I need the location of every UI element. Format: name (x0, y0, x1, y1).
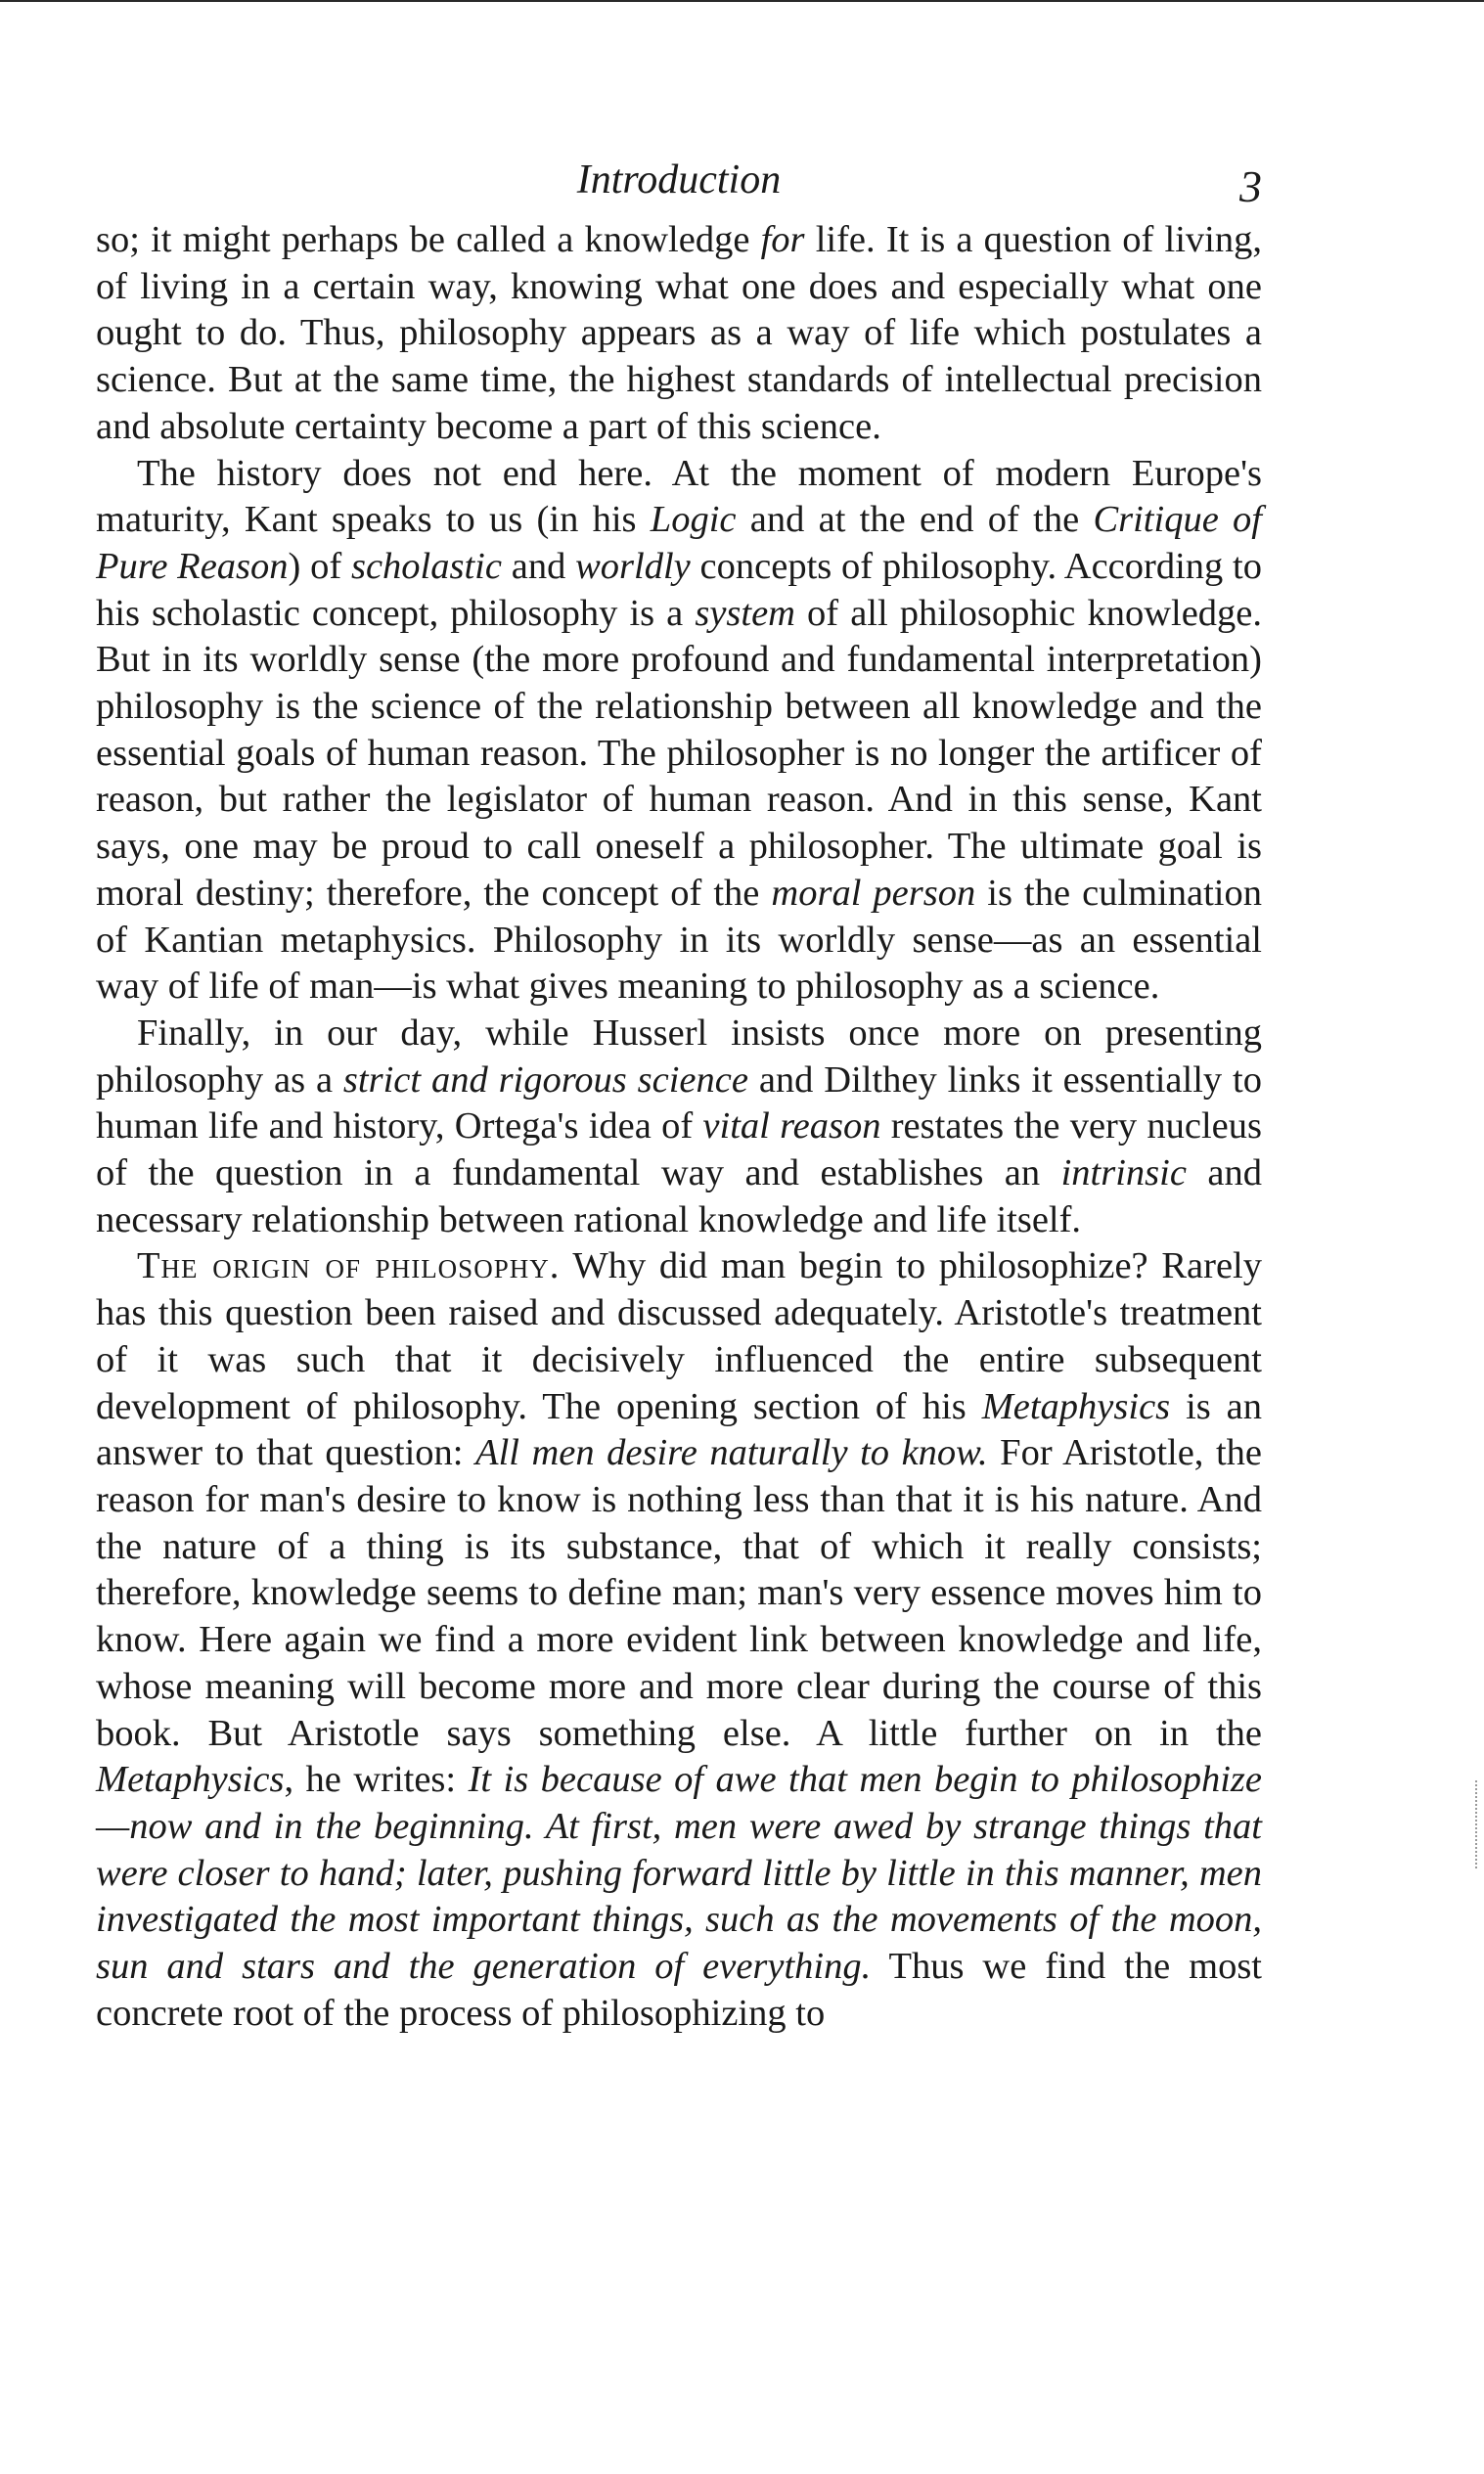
text-run: and Dilthey links it essentially to human life and history, Ortega's idea of (96, 1058, 1262, 1147)
paragraph (96, 1243, 1262, 2037)
running-head (96, 147, 1262, 217)
text-run: For Aristotle, the reason for man's desire to know is nothing less than that it is his nature. And the nature of a thing is its substance, that of which it really consists; therefore, knowledge seems to define man; man's very essence moves him to know. Here again we find a more evident link between knowledge and life, whose meaning will become more and more clear during the course of this book. But Aristotle says something else. A little further on in the (96, 1432, 1263, 1754)
italic-text: Logic (650, 499, 737, 541)
italic-text: vital reason (702, 1105, 881, 1147)
book-page (96, 147, 1262, 2037)
italic-text: intrinsic (1060, 1152, 1187, 1194)
italic-text: worldly (575, 545, 691, 587)
paragraph (96, 1011, 1262, 1244)
text-run: of all philosophic knowledge. But in its worldly sense (the more profound and fundamental interpretation) philosophy is the science of the relationship between all knowledge and the essential goals of human reason. The philosopher is no longer the artificer of reason, but rather the legislator of human reason. And in this sense, Kant says, one may be proud to call oneself a philosopher. The ultimate goal is moral destiny; therefore, the concept of the (96, 592, 1263, 914)
italic-text: for (760, 219, 805, 260)
text-run: The history does not end here. At the moment of modern Europe's maturity, Kant speaks to us (in his (96, 452, 1262, 541)
text-run: and necessary relationship between rational knowledge and life itself. (96, 1152, 1262, 1240)
section-heading: The origin of philosophy. (137, 1245, 561, 1287)
top-edge-rule (0, 0, 1484, 2)
italic-text: Critique of Pure Reason (96, 499, 1262, 587)
italic-text: moral person (771, 872, 976, 914)
italic-text: system (695, 592, 795, 634)
text-run: concepts of philosophy. According to his scholastic concept, philosophy is a (96, 545, 1262, 634)
page-number: 3 (1239, 161, 1262, 211)
text-run: Why did man begin to philosophize? Rarely has this question been raised and discussed adequately. Aristotle's treatment of it was such that it decisively influenced the entire subsequent development of philosophy. The opening section of his (96, 1245, 1262, 1427)
text-run: , he writes: (284, 1759, 469, 1801)
italic-text: scholastic (350, 545, 502, 587)
italic-text: Metaphysics (981, 1385, 1171, 1427)
paragraph (96, 451, 1262, 1011)
text-run: Thus we find the most concrete root of the process of philosophizing to (96, 1946, 1263, 2034)
text-run: and (501, 545, 576, 587)
italic-text: Metaphysics (96, 1759, 285, 1801)
text-run: so; it might perhaps be called a knowledge (96, 219, 761, 260)
text-run: is the culmination of Kantian metaphysics. Philosophy in its worldly sense—as an essential way of life of man—is what gives meaning to philosophy as a science. (96, 872, 1262, 1008)
text-run: is an answer to that question: (96, 1385, 1262, 1474)
text-run: ) of (288, 545, 351, 587)
italic-text: strict and rigorous science (342, 1058, 748, 1101)
text-run: restates the very nucleus of the question in a fundamental way and establishes an (96, 1105, 1262, 1194)
italic-text: It is because of awe that men begin to philosophize—now and in the beginning. At first, men were awed by strange things that were closer to hand; later, pushing forward little by little in this manner, men investigated the most important things, such as the movements of the moon, sun and stars and the generation of everything. (96, 1759, 1262, 1988)
text-run: life. It is a question of living, of living in a certain way, knowing what one does and especially what one ought to do. Thus, philosophy appears as a way of life which postulates a science. But at the same time, the highest standards of intellectual precision and absolute certainty become a part of this science. (96, 219, 1262, 447)
italic-text: All men desire naturally to know. (475, 1432, 988, 1474)
running-head-title: Introduction (576, 157, 782, 202)
scan-edge-marks (1475, 1780, 1480, 1868)
text-run: and at the end of the (736, 499, 1094, 541)
paragraph (96, 217, 1262, 451)
text-run: Finally, in our day, while Husserl insists once more on presenting philosophy as a (96, 1012, 1262, 1101)
body-text (96, 217, 1262, 2037)
